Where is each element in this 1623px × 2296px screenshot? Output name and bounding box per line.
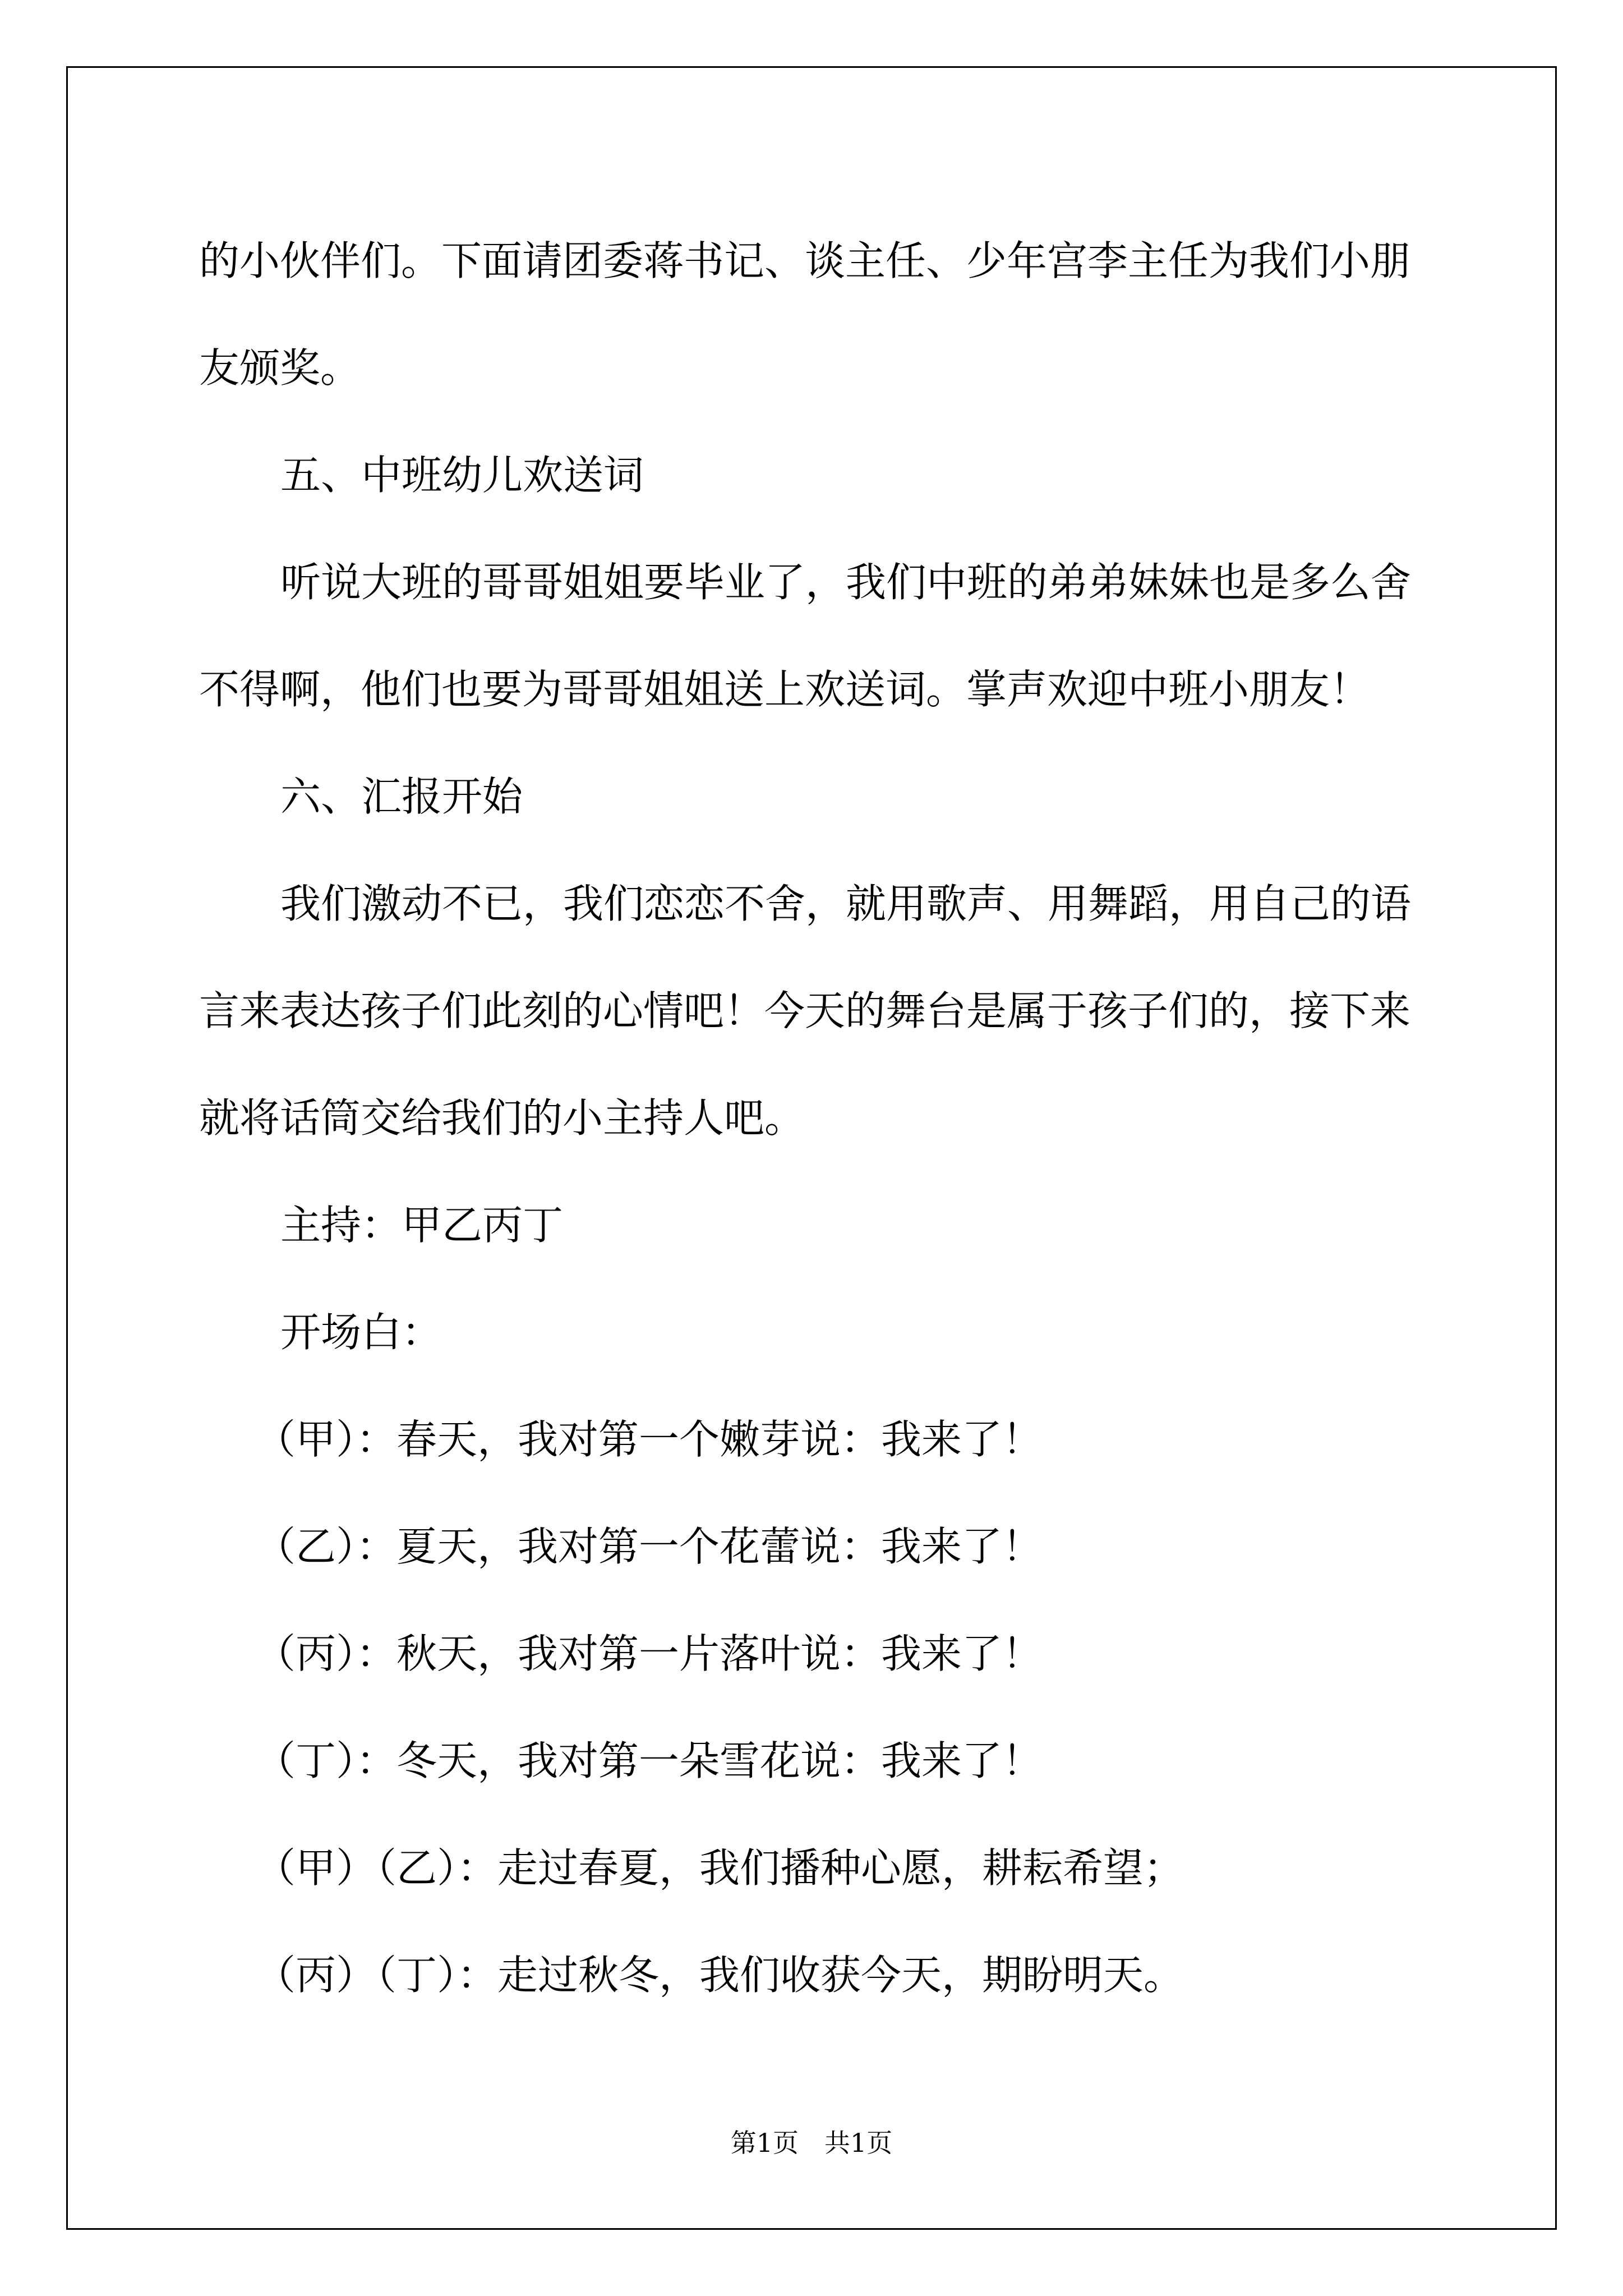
text-line: 开场白： <box>280 1309 442 1356</box>
text-line: 五、中班幼儿欢送词 <box>280 452 644 499</box>
text-line: 六、汇报开始 <box>280 773 523 820</box>
text-line: 不得啊，他们也要为哥哥姐姐送上欢送词。掌声欢迎中班小朋友！ <box>199 666 1371 713</box>
text-line: 我们激动不已，我们恋恋不舍，就用歌声、用舞蹈，用自己的语 <box>280 880 1412 927</box>
text-line: 的小伙伴们。下面请团委蒋书记、谈主任、少年宫李主任为我们小朋 <box>199 237 1411 284</box>
text-line: 主持：甲乙丙丁 <box>280 1202 564 1249</box>
text-line: （丙）：秋天，我对第一片落叶说：我来了！ <box>255 1630 1043 1677</box>
text-line: 就将话筒交给我们的小主持人吧。 <box>199 1094 805 1142</box>
text-line: 友颁奖。 <box>199 344 361 392</box>
document-body <box>199 208 1427 2029</box>
page-footer: 第1页 共1页 <box>730 2128 893 2158</box>
text-line: （乙）：夏天，我对第一个花蕾说：我来了！ <box>255 1523 1043 1570</box>
text-line: （甲）：春天，我对第一个嫩芽说：我来了！ <box>255 1416 1043 1463</box>
text-line: （丁）：冬天，我对第一朵雪花说：我来了！ <box>255 1737 1043 1784</box>
text-line: 言来表达孩子们此刻的心情吧！今天的舞台是属于孩子们的，接下来 <box>199 987 1411 1034</box>
text-line: 听说大班的哥哥姐姐要毕业了，我们中班的弟弟妹妹也是多么舍 <box>280 559 1412 606</box>
paragraph-container <box>199 208 1427 2029</box>
text-line: （丙）（丁）：走过秋冬，我们收获今天，期盼明天。 <box>255 1952 1184 1999</box>
text-line: （甲）（乙）：走过春夏，我们播种心愿，耕耘希望； <box>255 1844 1184 1892</box>
